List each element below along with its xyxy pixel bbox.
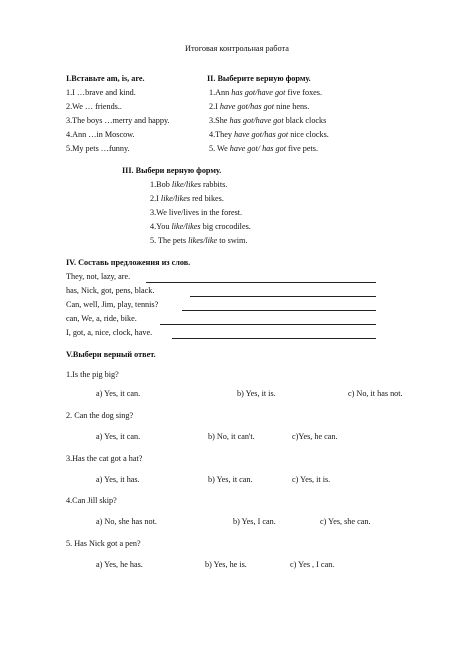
answer-line[interactable] [160,324,376,325]
answer-line[interactable] [190,296,376,297]
question-text: 5. Has Nick got a pen? [66,539,141,548]
answer-option[interactable]: b) Yes, it is. [237,389,276,398]
section-2-item: 1.Ann has got/have got five foxes. [209,88,323,97]
answer-option[interactable]: b) Yes, he is. [205,560,247,569]
answer-option[interactable]: a) Yes, it has. [96,475,140,484]
page-title: Итоговая контрольная работа [185,44,289,53]
section-4-item: I, got, a, nice, clock, have. [66,328,153,337]
answer-option[interactable]: c) Yes, she can. [320,517,371,526]
section-2-item: 4.They have got/has got nice clocks. [209,130,329,139]
section-1-item: 1.I …brave and kind. [66,88,136,97]
question-text: 3.Has the cat got a hat? [66,454,143,463]
answer-option[interactable]: b) No, it can't. [208,432,255,441]
section-4-item: has, Nick, got, pens, black. [66,286,155,295]
answer-option[interactable]: c) Yes , I can. [290,560,335,569]
section-4-item: can, We, a, ride, bike. [66,314,137,323]
answer-option[interactable]: a) Yes, it can. [96,389,141,398]
section-1-item: 3.The boys …merry and happy. [66,116,170,125]
answer-option[interactable]: c)Yes, he can. [292,432,338,441]
answer-line[interactable] [182,310,376,311]
section-3-item: 1.Bob like/likes rabbits. [150,180,228,189]
answer-option[interactable]: c) No, it has not. [348,389,403,398]
section-3-item: 5. The pets likes/like to swim. [150,236,248,245]
section-4-heading: IV. Составь предложения из слов. [66,258,191,267]
question-text: 2. Can the dog sing? [66,411,134,420]
section-3-item: 4.You like/likes big crocodiles. [150,222,251,231]
section-4-item: Can, well, Jim, play, tennis? [66,300,159,309]
answer-option[interactable]: b) Yes, I can. [233,517,276,526]
section-1-heading: I.Вставьте am, is, are. [66,74,145,83]
section-2-item: 2.I have got/has got nine hens. [209,102,310,111]
section-3-item: 3.We live/lives in the forest. [150,208,243,217]
question-text: 4.Can Jill skip? [66,496,117,505]
section-4-item: They, not, lazy, are. [66,272,131,281]
section-2-item: 5. We have got/ has got five pets. [209,144,319,153]
section-1-item: 4.Ann …in Moscow. [66,130,135,139]
section-2-item: 3.She has got/have got black clocks [209,116,327,125]
answer-line[interactable] [172,338,376,339]
answer-line[interactable] [146,282,376,283]
answer-option[interactable]: a) No, she has not. [96,517,157,526]
answer-option[interactable]: a) Yes, it can. [96,432,141,441]
question-text: 1.Is the pig big? [66,370,119,379]
answer-option[interactable]: c) Yes, it is. [292,475,331,484]
section-1-item: 2.We … friends.. [66,102,122,111]
section-3-item: 2.I like/likes red bikes. [150,194,224,203]
section-2-heading: II. Выберите верную форму. [207,74,311,83]
answer-option[interactable]: a) Yes, he has. [96,560,143,569]
answer-option[interactable]: b) Yes, it can. [208,475,253,484]
section-3-heading: III. Выбери верную форму. [122,166,222,175]
section-1-item: 5.My pets …funny. [66,144,130,153]
section-5-heading: V.Выбери верный ответ. [66,350,156,359]
